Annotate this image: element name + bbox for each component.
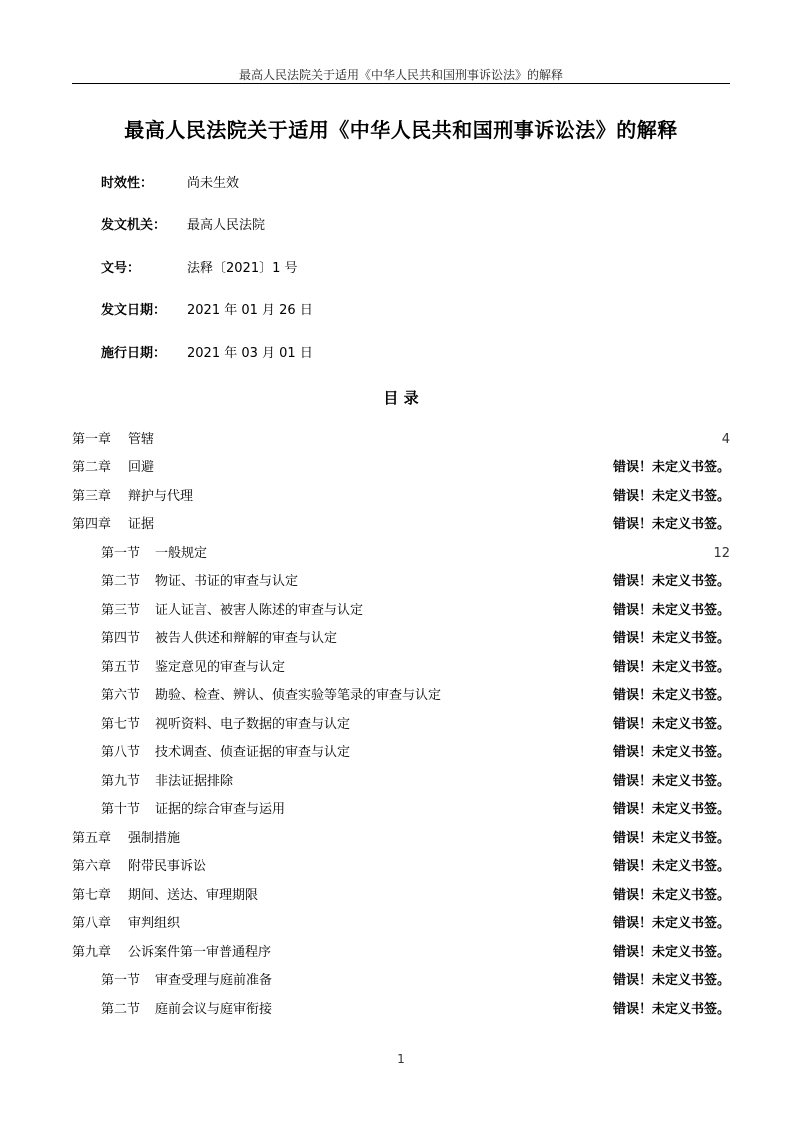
- toc-entry-number: 第四节: [101, 631, 141, 646]
- toc-entry-title: 证据的综合审查与运用: [155, 802, 286, 817]
- meta-effective-date-value: 2021 年 03 月 01 日: [187, 346, 313, 361]
- toc-entry-page: 错误！未定义书签。: [612, 945, 730, 960]
- toc-entry[interactable]: [101, 686, 730, 706]
- toc-entry[interactable]: [72, 943, 730, 963]
- meta-issue-date-value: 2021 年 01 月 26 日: [187, 303, 313, 318]
- toc-entry[interactable]: [72, 487, 730, 507]
- toc-entry-title: 被告人供述和辩解的审查与认定: [155, 631, 338, 646]
- toc-entry[interactable]: [72, 829, 730, 849]
- toc-entry-number: 第三节: [101, 603, 141, 618]
- toc-entry-number: 第一节: [101, 973, 141, 988]
- toc-entry-number: 第六章: [72, 859, 112, 874]
- toc-entry-page: 错误！未定义书签。: [612, 603, 730, 618]
- running-header: 最高人民法院关于适用《中华人民共和国刑事诉讼法》的解释: [238, 68, 563, 82]
- meta-issue-date-label: 发文日期：: [101, 303, 167, 318]
- toc-entry-title: 强制措施: [128, 831, 181, 846]
- toc-entry[interactable]: [101, 629, 730, 649]
- meta-validity-value: 尚未生效: [187, 176, 240, 191]
- toc-entry-page: 错误！未定义书签。: [612, 973, 730, 988]
- toc-entry[interactable]: [101, 800, 730, 820]
- toc-entry-page: 错误！未定义书签。: [612, 631, 730, 646]
- toc-entry-title: 附带民事诉讼: [128, 859, 207, 874]
- toc-entry-number: 第九节: [101, 774, 141, 789]
- toc-entry[interactable]: [101, 1000, 730, 1020]
- toc-entry-title: 审查受理与庭前准备: [155, 973, 273, 988]
- toc-entry-page: 错误！未定义书签。: [612, 489, 730, 504]
- meta-docno: [101, 259, 298, 279]
- toc-entry-number: 第二节: [101, 1002, 141, 1017]
- toc-entry-title: 非法证据排除: [155, 774, 234, 789]
- toc-entry[interactable]: [101, 715, 730, 735]
- toc-entry-title: 一般规定: [155, 546, 208, 561]
- meta-effective-date-label: 施行日期：: [101, 346, 167, 361]
- document-title: 最高人民法院关于适用《中华人民共和国刑事诉讼法》的解释: [124, 118, 678, 142]
- toc-entry-number: 第七节: [101, 717, 141, 732]
- toc-entry-title: 技术调查、侦查证据的审查与认定: [155, 745, 351, 760]
- toc-entry-page: 错误！未定义书签。: [612, 574, 730, 589]
- toc-entry[interactable]: [101, 772, 730, 792]
- toc-entry-page: 错误！未定义书签。: [612, 517, 730, 532]
- toc-entry[interactable]: [101, 572, 730, 592]
- meta-issue-date: [101, 301, 313, 321]
- toc-entry-page: 错误！未定义书签。: [612, 1002, 730, 1017]
- toc-entry-title: 期间、送达、审理期限: [128, 888, 259, 903]
- toc-entry-page: 错误！未定义书签。: [612, 916, 730, 931]
- toc-entry-page: 错误！未定义书签。: [612, 660, 730, 675]
- toc-entry-number: 第二节: [101, 574, 141, 589]
- toc-entry-title: 公诉案件第一审普通程序: [128, 945, 272, 960]
- page-number: 1: [397, 1052, 405, 1066]
- toc-entry-title: 勘验、检查、辨认、侦查实验等笔录的审查与认定: [155, 688, 442, 703]
- toc-entry-title: 辩护与代理: [128, 489, 194, 504]
- toc-entry-page: 12: [713, 546, 730, 561]
- toc-entry[interactable]: [72, 914, 730, 934]
- toc-entry-number: 第九章: [72, 945, 112, 960]
- toc-entry-number: 第二章: [72, 460, 112, 475]
- toc-entry-title: 物证、书证的审查与认定: [155, 574, 299, 589]
- toc-entry-number: 第一章: [72, 432, 112, 447]
- toc-entry-number: 第五章: [72, 831, 112, 846]
- toc-entry-number: 第十节: [101, 802, 141, 817]
- toc-entry-title: 证人证言、被害人陈述的审查与认定: [155, 603, 364, 618]
- toc-entry-page: 错误！未定义书签。: [612, 802, 730, 817]
- meta-issuer: [101, 216, 265, 236]
- toc-entry-number: 第五节: [101, 660, 141, 675]
- meta-effective-date: [101, 344, 313, 364]
- toc-entry[interactable]: [72, 886, 730, 906]
- meta-docno-label: 文号：: [101, 261, 141, 276]
- header-divider: [72, 83, 730, 84]
- toc-entry-title: 回避: [128, 460, 155, 475]
- toc-entry-title: 审判组织: [128, 916, 181, 931]
- toc-entry-page: 错误！未定义书签。: [612, 717, 730, 732]
- toc-entry[interactable]: [72, 515, 730, 535]
- toc-entry-page: 错误！未定义书签。: [612, 688, 730, 703]
- meta-docno-value: 法释〔2021〕1 号: [187, 261, 298, 276]
- toc-heading: 目 录: [383, 389, 419, 407]
- toc-entry-page: 错误！未定义书签。: [612, 831, 730, 846]
- toc-entry-number: 第八节: [101, 745, 141, 760]
- toc-entry-page: 错误！未定义书签。: [612, 888, 730, 903]
- meta-issuer-label: 发文机关：: [101, 218, 167, 233]
- toc-entry[interactable]: [72, 857, 730, 877]
- toc-entry[interactable]: [101, 743, 730, 763]
- toc-entry-number: 第一节: [101, 546, 141, 561]
- toc-entry-page: 错误！未定义书签。: [612, 774, 730, 789]
- toc-entry-title: 管辖: [128, 432, 155, 447]
- toc-entry-number: 第三章: [72, 489, 112, 504]
- toc-entry-number: 第八章: [72, 916, 112, 931]
- toc-entry-number: 第六节: [101, 688, 141, 703]
- toc-entry-title: 庭前会议与庭审衔接: [155, 1002, 273, 1017]
- toc-entry-number: 第七章: [72, 888, 112, 903]
- meta-validity: [101, 174, 239, 194]
- toc-entry[interactable]: [101, 544, 730, 564]
- toc-entry-title: 证据: [128, 517, 155, 532]
- toc-entry-page: 错误！未定义书签。: [612, 859, 730, 874]
- toc-entry[interactable]: [101, 658, 730, 678]
- toc-entry[interactable]: [72, 430, 730, 450]
- meta-validity-label: 时效性：: [101, 176, 154, 191]
- meta-issuer-value: 最高人民法院: [187, 218, 266, 233]
- toc-entry[interactable]: [101, 601, 730, 621]
- toc-entry-page: 错误！未定义书签。: [612, 460, 730, 475]
- toc-entry[interactable]: [101, 971, 730, 991]
- toc-entry-page: 错误！未定义书签。: [612, 745, 730, 760]
- toc-entry[interactable]: [72, 458, 730, 478]
- toc-entry-title: 视听资料、电子数据的审查与认定: [155, 717, 351, 732]
- toc-entry-number: 第四章: [72, 517, 112, 532]
- toc-entry-title: 鉴定意见的审查与认定: [155, 660, 286, 675]
- toc-entry-page: 4: [721, 432, 730, 447]
